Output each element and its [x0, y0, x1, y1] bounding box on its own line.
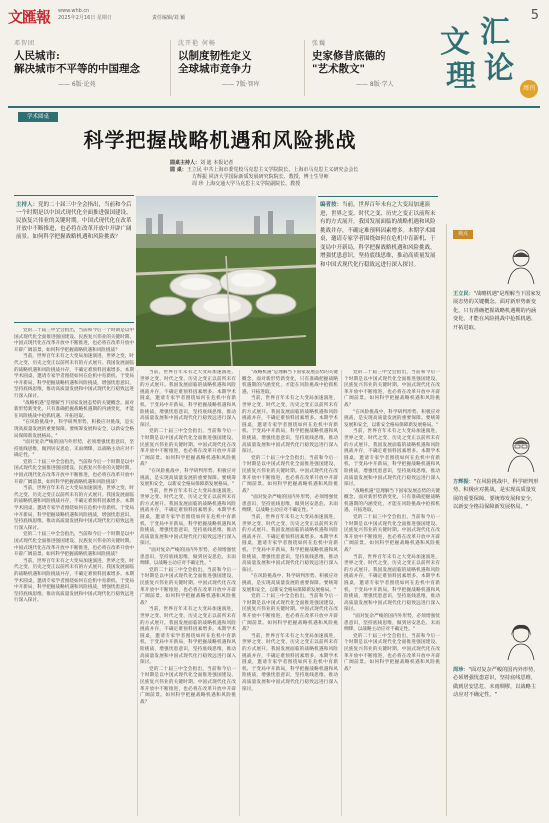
section-tag: 学术圆桌 — [18, 112, 58, 122]
column-divider — [239, 370, 240, 816]
editor-credit: 责任编辑/刘 颖 — [152, 15, 186, 21]
masthead-char: 文 — [440, 25, 470, 60]
teaser-2[interactable] — [178, 38, 298, 100]
column-divider — [341, 370, 342, 816]
body-column-4: 党的二十届三中全会指出，当前和今后一个时期是以中国式现代化全面推进强国建设、民族复兴伟业的关键时期。中国式现代化在改革开放中不断推进，也必将在改革开放中开辟广阔前景。如何科学把握战略机遇和风险挑战？ "在风险挑战中，科学研判形势、积极应对挑战，是实现高质量发展的重要保障。要统筹发展和安全，以新安全格局保障新发展格局。" 当前，世界百年未有之大变局加速演进，世界之变、时代之变、历史之变正以前所未有的方式展开。我国发展面临的战略机遇和风险挑战并存，不确定难预料因素增多。本期学术圆桌，邀请专家学者围绕如何在危机中育新机、于变局中开新局，科学把握战略机遇和风险挑战，增强忧患意识，坚持底线思维，推动高质量发展和中国式现代化行稳致远进行深入探讨。 "战略机遇"是理解当下国家发展态势的关键概念。面对新形势新变化，只有准确把握战略机遇期的内涵变化，才能在风险挑战中抢抓机遇、开拓进取。 党的二十届三中全会指出，当前和今后一个时期是以中国式现代化全面推进强国建设、民族复兴伟业的关键时期。中国式现代化在改革开放中不断推进，也必将在改革开放中开辟广阔前景。如何科学把握战略机遇和风险挑战？ 当前，世界百年未有之大变局加速演进，世界之变、时代之变、历史之变正以前所未有的方式展开。我国发展面临的战略机遇和风险挑战并存，不确定难预料因素增多。本期学术圆桌，邀请专家学者围绕如何在危机中育新机、于变局中开新局，科学把握战略机遇和风险挑战，增强忧患意识，坚持底线思维，推动高质量发展和中国式现代化行稳致远进行深入探讨。 "面对复杂严峻的国内外形势，必须增强忧患意识，坚持底线思维，做到居安思危、未雨绸缪，以战略主动应对不确定性。" 党的二十届三中全会指出，当前和今后一个时期是以中国式现代化全面推进强国建设、民族复兴伟业的关键时期。中国式现代化在改革开放中不断推进，也必将在改革开放中开辟广阔前景。如何科学把握战略机遇和风险挑战？ — [344, 370, 440, 672]
teaser-divider — [304, 40, 305, 96]
viewpoint-entry-1: 王立民："战略机遇"是理解当下国家发展态势的关键概念。面对新形势新变化，只有准确把握战略机遇期的内涵变化，才能在风险挑战中抢抓机遇、开拓进取。 — [453, 291, 541, 331]
teaser-headline: 以制度韧性定义 全球城市竞争力 — [178, 50, 252, 75]
site-and-date — [58, 8, 112, 22]
body-column-3: "战略机遇"是理解当下国家发展态势的关键概念。面对新形势新变化，只有准确把握战略机遇期的内涵变化，才能在风险挑战中抢抓机遇、开拓进取。 当前，世界百年未有之大变局加速演进，世界之变、时代之变、历史之变正以前所未有的方式展开。我国发展面临的战略机遇和风险挑战并存，不确定难预料因素增多。本期学术圆桌，邀请专家学者围绕如何在危机中育新机、于变局中开新局，科学把握战略机遇和风险挑战，增强忧患意识，坚持底线思维，推动高质量发展和中国式现代化行稳致远进行深入探讨。 党的二十届三中全会指出，当前和今后一个时期是以中国式现代化全面推进强国建设、民族复兴伟业的关键时期。中国式现代化在改革开放中不断推进，也必将在改革开放中开辟广阔前景。如何科学把握战略机遇和风险挑战？ "面对复杂严峻的国内外形势，必须增强忧患意识，坚持底线思维，做到居安思危、未雨绸缪，以战略主动应对不确定性。" 当前，世界百年未有之大变局加速演进，世界之变、时代之变、历史之变正以前所未有的方式展开。我国发展面临的战略机遇和风险挑战并存，不确定难预料因素增多。本期学术圆桌，邀请专家学者围绕如何在危机中育新机、于变局中开新局，科学把握战略机遇和风险挑战，增强忧患意识，坚持底线思维，推动高质量发展和中国式现代化行稳致远进行深入探讨。 "在风险挑战中，科学研判形势、积极应对挑战，是实现高质量发展的重要保障。要统筹发展和安全，以新安全格局保障新发展格局。" 党的二十届三中全会指出，当前和今后一个时期是以中国式现代化全面推进强国建设、民族复兴伟业的关键时期。中国式现代化在改革开放中不断推进，也必将在改革开放中开辟广阔前景。如何科学把握战略机遇和风险挑战？ 当前，世界百年未有之大变局加速演进，世界之变、时代之变、历史之变正以前所未有的方式展开。我国发展面临的战略机遇和风险挑战并存，不确定难预料因素增多。本期学术圆桌，邀请专家学者围绕如何在危机中育新机、于变局中开新局，科学把握战略机遇和风险挑战，增强忧患意识，坚持底线思维，推动高质量发展和中国式现代化行稳致远进行深入探讨。 — [242, 370, 338, 692]
host-intro: 主持人：党的二十届三中全会指出，当前和今后一个时期是以中国式现代化全面推进强国建设、民族复兴伟业的关键时期。中国式现代化在改革开放中不断推进，也必将在改革开放中开辟广阔前景。如何科学把握战略机遇和风险挑战？ — [14, 195, 134, 323]
aerial-photo-image — [136, 196, 316, 366]
page-number: 5 — [530, 8, 539, 23]
teaser-pageref: —— 8版·学人 — [356, 81, 394, 88]
article-bylines: 圆桌主持人：刘 迪 本报记者 圆 桌：王立民 中共上海市委党校马克思主义学院院长、上海市马克思主义研究会会长 方辉振 同济大学国际新质发展研究院院长、教授、博士生导师 周 珍 上海交通大学马克思主义学院副院长、教授 — [170, 160, 359, 187]
issue-date: 2025年2月16日 星期日 — [58, 15, 112, 21]
newspaper-logo: 文匯報 — [8, 8, 51, 26]
masthead-char: 汇 — [480, 15, 510, 50]
teaser-pageref: —— 6版·论苑 — [58, 81, 96, 88]
teaser-divider — [170, 40, 171, 96]
aerial-photo — [136, 196, 316, 366]
teaser-headline: 人民城市: 解决城市不平等的中国理念 — [14, 50, 140, 75]
site-url: www.whb.cn — [58, 8, 90, 14]
body-column-1: 党的二十届三中全会指出，当前和今后一个时期是以中国式现代化全面推进强国建设、民族复兴伟业的关键时期。中国式现代化在改革开放中不断推进，也必将在改革开放中开辟广阔前景。如何科学把握战略机遇和风险挑战？ 当前，世界百年未有之大变局加速演进，世界之变、时代之变、历史之变正以前所未有的方式展开。我国发展面临的战略机遇和风险挑战并存，不确定难预料因素增多。本期学术圆桌，邀请专家学者围绕如何在危机中育新机、于变局中开新局，科学把握战略机遇和风险挑战，增强忧患意识，坚持底线思维，推动高质量发展和中国式现代化行稳致远进行深入探讨。 "战略机遇"是理解当下国家发展态势的关键概念。面对新形势新变化，只有准确把握战略机遇期的内涵变化，才能在风险挑战中抢抓机遇、开拓进取。 "在风险挑战中，科学研判形势、积极应对挑战，是实现高质量发展的重要保障。要统筹发展和安全，以新安全格局保障新发展格局。" "面对复杂严峻的国内外形势，必须增强忧患意识，坚持底线思维，做到居安思危、未雨绸缪，以战略主动应对不确定性。" 党的二十届三中全会指出，当前和今后一个时期是以中国式现代化全面推进强国建设、民族复兴伟业的关键时期。中国式现代化在改革开放中不断推进，也必将在改革开放中开辟广阔前景。如何科学把握战略机遇和风险挑战？ 当前，世界百年未有之大变局加速演进，世界之变、时代之变、历史之变正以前所未有的方式展开。我国发展面临的战略机遇和风险挑战并存，不确定难预料因素增多。本期学术圆桌，邀请专家学者围绕如何在危机中育新机、于变局中开新局，科学把握战略机遇和风险挑战，增强忧患意识，坚持底线思维，推动高质量发展和中国式现代化行稳致远进行深入探讨。 党的二十届三中全会指出，当前和今后一个时期是以中国式现代化全面推进强国建设、民族复兴伟业的关键时期。中国式现代化在改革开放中不断推进，也必将在改革开放中开辟广阔前景。如何科学把握战略机遇和风险挑战？ 当前，世界百年未有之大变局加速演进，世界之变、时代之变、历史之变正以前所未有的方式展开。我国发展面临的战略机遇和风险挑战并存，不确定难预料因素增多。本期学术圆桌，邀请专家学者围绕如何在危机中育新机、于变局中开新局，科学把握战略机遇和风险挑战，增强忧患意识，坚持底线思维，推动高质量发展和中国式现代化行稳致远进行深入探讨。 — [14, 328, 134, 604]
viewpoint-entry-3: 周珍："面对复杂严峻的国内外形势，必须增强忧患意识，坚持底线思维，做到居安思危、未雨绸缪，以战略主动应对不确定性。" — [453, 667, 539, 699]
teaser-headline: 史家修昔底德的 "艺术散文" — [312, 50, 386, 75]
teaser-author: 张巍 — [312, 40, 327, 47]
masthead-badge: 周刊 — [520, 80, 538, 98]
column-divider — [137, 370, 138, 816]
viewpoint-entry-2: 方辉振："在风险挑战中，科学研判形势、积极应对挑战，是实现高质量发展的重要保障。要统筹发展和安全，以新安全格局保障新发展格局。" — [453, 479, 539, 511]
portrait-wang-limin — [505, 246, 537, 284]
editor-note: 编者按：当前，世界百年未有之大变局加速演进，世界之变、时代之变、历史之变正以前所未有的方式展开。我国发展面临的战略机遇和风险挑战并存，不确定难预料因素增多。本期学术圆桌，邀请专家学者围绕如何在危机中育新机、于变局中开新局，科学把握战略机遇和风险挑战，增强忧患意识，坚持底线思维，推动高质量发展和中国式现代化行稳致远进行深入探讨。 — [318, 196, 438, 366]
section-masthead — [440, 15, 540, 106]
portrait-zhou-zhen — [505, 622, 537, 660]
teaser-author: 邓智团 — [14, 40, 36, 47]
masthead-char: 论 — [484, 51, 514, 86]
teaser-3[interactable] — [312, 38, 432, 100]
teaser-author: 沈开艳 何畅 — [178, 40, 216, 47]
body-column-2: 当前，世界百年未有之大变局加速演进，世界之变、时代之变、历史之变正以前所未有的方式展开。我国发展面临的战略机遇和风险挑战并存，不确定难预料因素增多。本期学术圆桌，邀请专家学者围绕如何在危机中育新机、于变局中开新局，科学把握战略机遇和风险挑战，增强忧患意识，坚持底线思维，推动高质量发展和中国式现代化行稳致远进行深入探讨。 党的二十届三中全会指出，当前和今后一个时期是以中国式现代化全面推进强国建设、民族复兴伟业的关键时期。中国式现代化在改革开放中不断推进，也必将在改革开放中开辟广阔前景。如何科学把握战略机遇和风险挑战？ "在风险挑战中，科学研判形势、积极应对挑战，是实现高质量发展的重要保障。要统筹发展和安全，以新安全格局保障新发展格局。" 当前，世界百年未有之大变局加速演进，世界之变、时代之变、历史之变正以前所未有的方式展开。我国发展面临的战略机遇和风险挑战并存，不确定难预料因素增多。本期学术圆桌，邀请专家学者围绕如何在危机中育新机、于变局中开新局，科学把握战略机遇和风险挑战，增强忧患意识，坚持底线思维，推动高质量发展和中国式现代化行稳致远进行深入探讨。 "面对复杂严峻的国内外形势，必须增强忧患意识，坚持底线思维，做到居安思危、未雨绸缪，以战略主动应对不确定性。" 党的二十届三中全会指出，当前和今后一个时期是以中国式现代化全面推进强国建设、民族复兴伟业的关键时期。中国式现代化在改革开放中不断推进，也必将在改革开放中开辟广阔前景。如何科学把握战略机遇和风险挑战？ 当前，世界百年未有之大变局加速演进，世界之变、时代之变、历史之变正以前所未有的方式展开。我国发展面临的战略机遇和风险挑战并存，不确定难预料因素增多。本期学术圆桌，邀请专家学者围绕如何在危机中育新机、于变局中开新局，科学把握战略机遇和风险挑战，增强忧患意识，坚持底线思维，推动高质量发展和中国式现代化行稳致远进行深入探讨。 党的二十届三中全会指出，当前和今后一个时期是以中国式现代化全面推进强国建设、民族复兴伟业的关键时期。中国式现代化在改革开放中不断推进，也必将在改革开放中开辟广阔前景。如何科学把握战略机遇和风险挑战？ — [140, 370, 236, 705]
teaser-pageref: —— 7版·智库 — [222, 81, 260, 88]
sidebar-label: 观点 — [453, 230, 473, 239]
article-title: 科学把握战略机遇和风险挑战 — [83, 128, 357, 152]
header-rule — [8, 106, 540, 108]
teaser-1[interactable] — [14, 38, 144, 100]
masthead-char: 理 — [446, 59, 476, 94]
portrait-fang-huizhen — [505, 434, 537, 472]
viewpoint-sidebar — [446, 224, 542, 816]
